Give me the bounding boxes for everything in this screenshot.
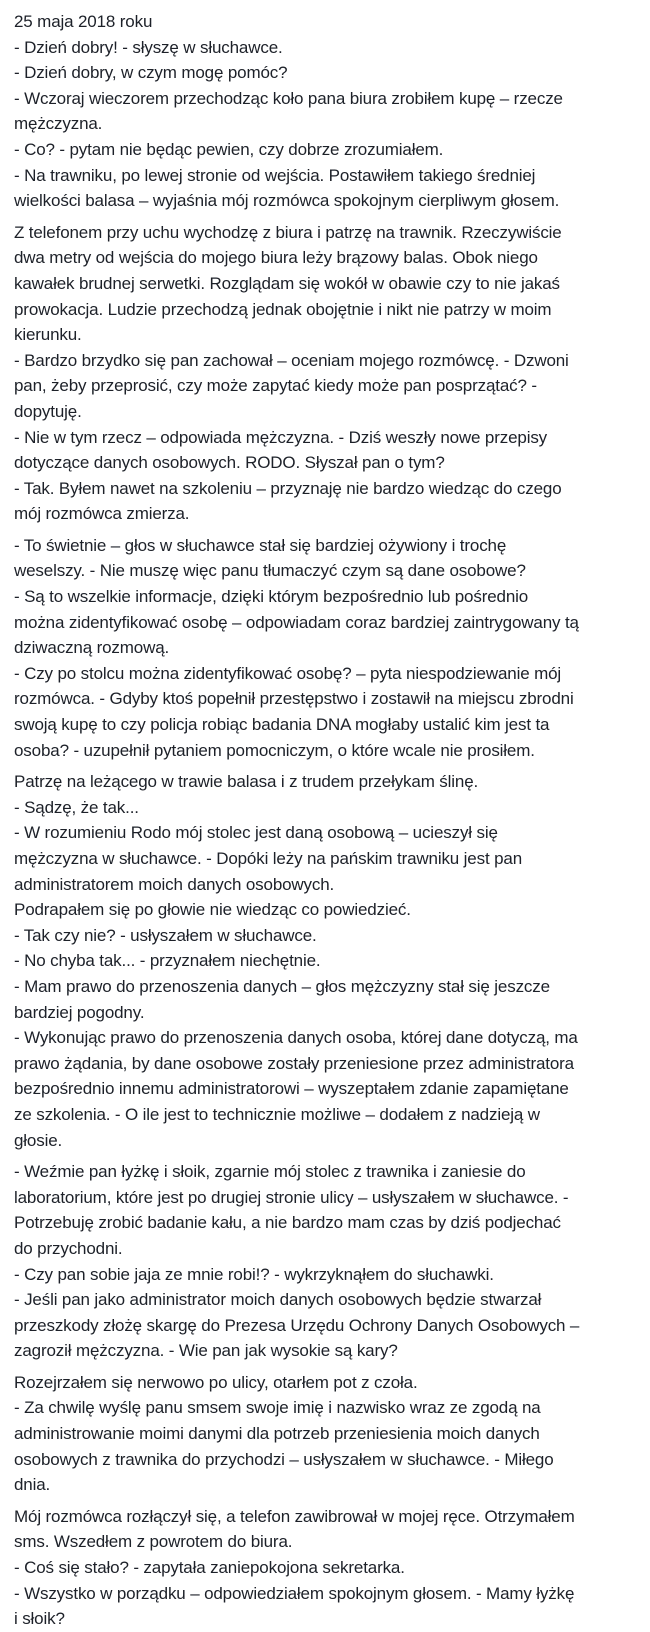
text-line: - Bardzo brzydko się pan zachował – oceniam mojego rozmówcę. - Dzwoni xyxy=(14,350,569,370)
text-line: kawałek brudnej serwetki. Rozglądam się wokół w obawie czy to nie jakaś xyxy=(14,273,560,293)
text-line: mój rozmówca zmierza. xyxy=(14,504,190,524)
text-line: - Nie w tym rzecz – odpowiada mężczyzna. - Dziś weszły nowe przepisy xyxy=(14,427,548,447)
text-line: zagroził mężczyzna. - Wie pan jak wysokie są kary? xyxy=(14,1341,398,1361)
text-line: Potrzebuję zrobić badanie kału, a nie bardzo mam czas by dziś podjechać xyxy=(14,1213,561,1233)
paragraph-laboratory-request xyxy=(14,1159,644,1364)
text-line: dotyczące danych osobowych. RODO. Słyszał pan o tym? xyxy=(14,453,445,473)
text-line: mężczyzna w słuchawce. - Dopóki leży na pańskim trawniku jest pan xyxy=(14,849,523,868)
paragraph-sms-consent xyxy=(14,1370,644,1498)
paragraph-ending xyxy=(14,1504,644,1632)
text-line: można zidentyfikować osobę – odpowiadam coraz bardziej zaintrygowany tą xyxy=(14,612,579,632)
text-line: - Dzień dobry! - słyszę w słuchawce. xyxy=(14,37,283,57)
text-line: - Coś się stało? - zapytała zaniepokojona sekretarka. xyxy=(14,1558,405,1578)
text-line: bardziej pogodny. xyxy=(14,1002,145,1022)
text-line: osobowych z trawnika do przychodzi – usłyszałem w słuchawce. - Miłego xyxy=(14,1449,554,1469)
text-line: - To świetnie – głos w słuchawce stał się bardziej ożywiony i trochę xyxy=(14,535,507,555)
text-line: osoba? - uzupełnił pytaniem pomocniczym, o które wcale nie prosiłem. xyxy=(14,740,535,760)
text-line: laboratorium, które jest po drugiej stronie ulicy – usłyszałem w słuchawce. - xyxy=(14,1187,569,1207)
text-line: bezpośrednio innemu administratorowi – wyszeptałem zdanie zapamiętane xyxy=(14,1079,569,1099)
text-line: głosie. xyxy=(14,1130,63,1150)
text-line: dopytuję. xyxy=(14,401,82,421)
text-line: - No chyba tak... - przyznałem niechętnie. xyxy=(14,951,321,971)
text-line: - Dzień dobry, w czym mogę pomóc? xyxy=(14,63,288,83)
text-line: - Sądzę, że tak... xyxy=(14,797,139,817)
text-line: swoją kupę to czy policja robiąc badania DNA mogłaby ustalić kim jest ta xyxy=(14,715,550,735)
text-line: - Tak czy nie? - usłyszałem w słuchawce. xyxy=(14,925,317,945)
text-line: sms. Wszedłem z powrotem do biura. xyxy=(14,1532,293,1552)
text-line: do przychodni. xyxy=(14,1238,123,1258)
text-line: administratorem moich danych osobowych. xyxy=(14,874,335,894)
text-line: - Tak. Byłem nawet na szkoleniu – przyznaję nie bardzo wiedząc do czego xyxy=(14,478,562,498)
text-line: przeszkody złożę skargę do Prezesa Urzędu Ochrony Danych Osobowych – xyxy=(14,1315,580,1335)
text-line: - W rozumieniu Rodo mój stolec jest daną osobową – ucieszył się xyxy=(14,823,498,843)
text-line: - Jeśli pan jako administrator moich danych osobowych będzie stwarzał xyxy=(14,1290,542,1310)
text-line: - Są to wszelkie informacje, dzięki którym bezpośrednio lub pośrednio xyxy=(14,587,529,607)
text-line: rozmówca. - Gdyby ktoś popełnił przestępstwo i zostawił na miejscu zbrodni xyxy=(14,689,574,709)
text-line: 25 maja 2018 roku xyxy=(14,12,153,31)
text-line: - Na trawniku, po lewej stronie od wejścia. Postawiłem takiego średniej xyxy=(14,165,536,185)
text-line: prawo żądania, by dane osobowe zostały przeniesione przez administratora xyxy=(14,1053,574,1073)
text-line: - Wszystko w porządku – odpowiedziałem spokojnym głosem. - Mamy łyżkę xyxy=(14,1583,575,1603)
text-line: - Czy po stolcu można zidentyfikować osobę? – pyta niespodziewanie mój xyxy=(14,663,562,683)
paragraph-data-portability xyxy=(14,769,644,1153)
text-line: dwa metry od wejścia do mojego biura leży brązowy balas. Obok niego xyxy=(14,248,538,268)
text-line: dnia. xyxy=(14,1475,51,1495)
text-line: Rozejrzałem się nerwowo po ulicy, otarłem pot z czoła. xyxy=(14,1372,418,1392)
text-line: mężczyzna. xyxy=(14,114,103,134)
text-line: kierunku. xyxy=(14,325,82,345)
text-line: i słoik? xyxy=(14,1609,65,1629)
text-line: weselszy. - Nie muszę więc panu tłumaczyć czym są dane osobowe? xyxy=(14,561,526,581)
paragraph-lawn-inspection xyxy=(14,220,644,527)
text-line: prowokacja. Ludzie przechodzą jednak obojętnie i nikt nie patrzy w moim xyxy=(14,299,552,319)
text-line: Mój rozmówca rozłączył się, a telefon zawibrował w mojej ręce. Otrzymałem xyxy=(14,1506,575,1526)
text-line: administrowanie moimi danymi dla potrzeb przeniesienia moich danych xyxy=(14,1424,540,1444)
text-line: wielkości balasa – wyjaśnia mój rozmówca spokojnym cierpliwym głosem. xyxy=(14,191,560,211)
text-line: Podrapałem się po głowie nie wiedząc co powiedzieć. xyxy=(14,900,411,920)
paragraph-phone-call-start xyxy=(14,9,644,214)
text-line: dziwaczną rozmową. xyxy=(14,638,170,658)
text-line: - Czy pan sobie jaja ze mnie robi!? - wykrzyknąłem do słuchawki. xyxy=(14,1264,494,1284)
text-line: - Za chwilę wyślę panu smsem swoje imię i nazwisko wraz ze zgodą na xyxy=(14,1398,541,1418)
text-line: - Wykonując prawo do przenoszenia danych osoba, której dane dotyczą, ma xyxy=(14,1028,578,1048)
text-line: ze szkolenia. - O ile jest to technicznie możliwe – dodałem z nadzieją w xyxy=(14,1104,540,1124)
text-line: - Co? - pytam nie będąc pewien, czy dobrze zrozumiałem. xyxy=(14,139,444,159)
paragraph-personal-data xyxy=(14,533,644,763)
text-line: - Weźmie pan łyżkę i słoik, zgarnie mój stolec z trawnika i zaniesie do xyxy=(14,1162,526,1182)
text-line: - Wczoraj wieczorem przechodząc koło pana biura zrobiłem kupę – rzecze xyxy=(14,88,563,108)
text-line: Z telefonem przy uchu wychodzę z biura i patrzę na trawnik. Rzeczywiście xyxy=(14,222,562,242)
text-line: - Mam prawo do przenoszenia danych – głos mężczyzny stał się jeszcze xyxy=(14,976,550,996)
text-line: pan, żeby przeprosić, czy może zapytać kiedy może pan posprzątać? - xyxy=(14,376,537,396)
text-line: Patrzę na leżącego w trawie balasa i z trudem przełykam ślinę. xyxy=(14,772,479,792)
